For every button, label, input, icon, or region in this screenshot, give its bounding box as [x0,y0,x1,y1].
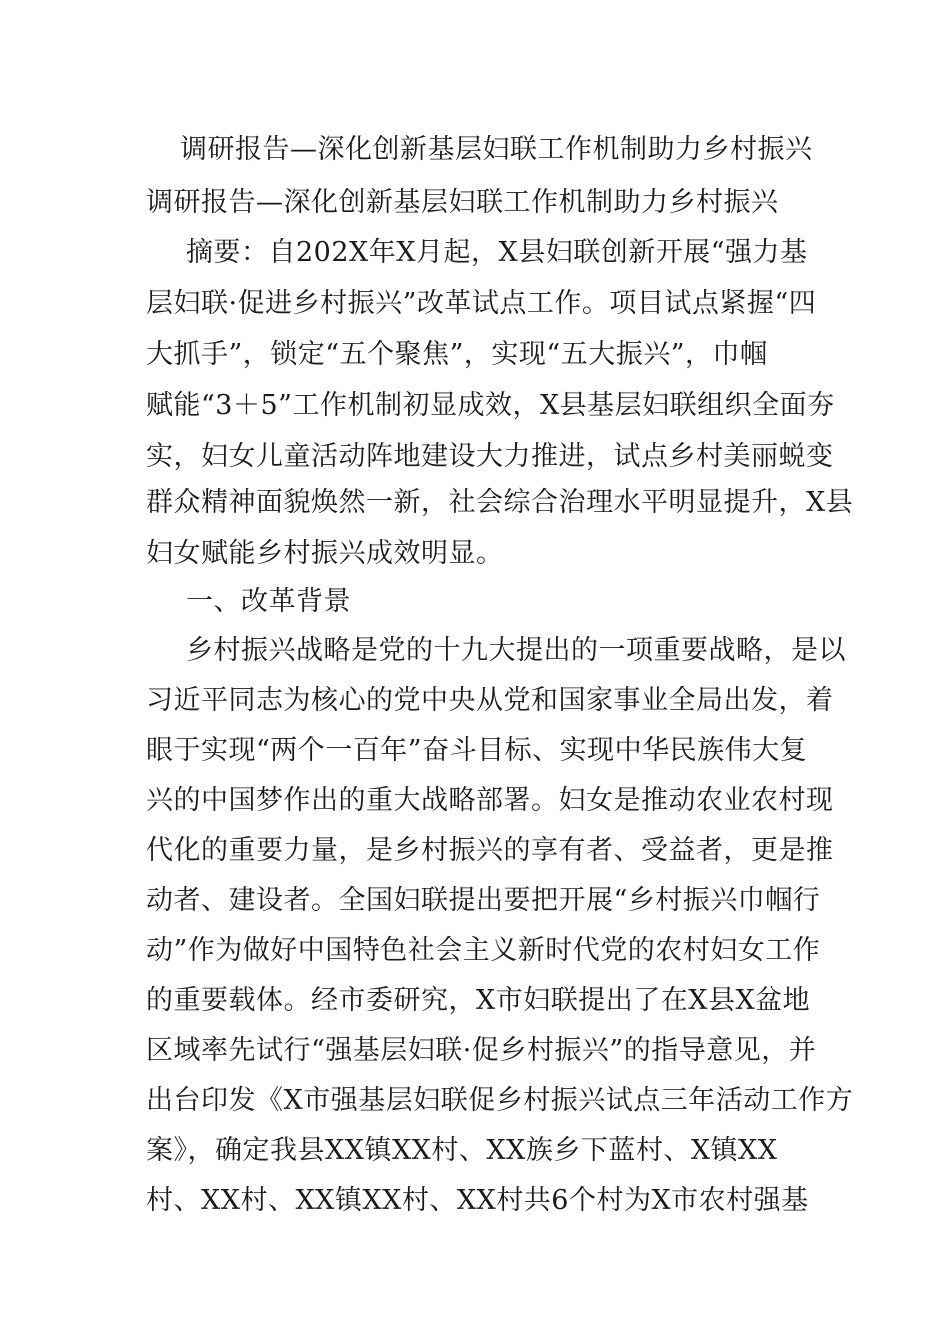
body-line: 眼于实现“两个一百年”奋斗目标、实现中华民族伟大复 [146,735,808,766]
document-title: 调研报告—深化创新基层妇联工作机制助力乡村振兴 [180,134,813,165]
section-heading: 一、改革背景 [186,586,351,617]
abstract-line: 实，妇女儿童活动阵地建设大力推进，试点乡村美丽蜕变 [146,441,834,472]
abstract-line: 赋能“3＋5”工作机制初显成效，X县基层妇联组织全面夯 [146,390,835,421]
body-line: 村、XX村、XX镇XX村、XX村共6个村为X市农村强基 [146,1185,809,1216]
body-line: 代化的重要力量，是乡村振兴的享有者、受益者，更是推 [146,835,834,866]
abstract-line: 摘要：自202X年X月起，X县妇联创新开展“强力基 [186,237,808,268]
body-line: 区域率先试行“强基层妇联·促乡村振兴”的指导意见，并 [146,1035,817,1066]
body-line: 的重要载体。经市委研究，X市妇联提出了在X县X盆地 [146,985,811,1016]
body-line: 动者、建设者。全国妇联提出要把开展“乡村振兴巾帼行 [146,885,821,916]
body-line: 兴的中国梦作出的重大战略部署。妇女是推动农业农村现 [146,785,834,816]
body-line: 案》，确定我县XX镇XX村、XX族乡下蓝村、X镇XX [146,1135,778,1166]
body-line: 动”作为做好中国特色社会主义新时代党的农村妇女工作 [146,935,821,966]
abstract-line: 妇女赋能乡村振兴成效明显。 [146,538,504,569]
abstract-line: 层妇联·促进乡村振兴”改革试点工作。项目试点紧握“四 [146,288,817,319]
body-line: 乡村振兴战略是党的十九大提出的一项重要战略，是以 [186,635,846,666]
document-subtitle: 调研报告—深化创新基层妇联工作机制助力乡村振兴 [146,187,779,218]
abstract-line: 大抓手”，锁定“五个聚焦”，实现“五大振兴”，巾帼 [146,339,768,370]
abstract-line: 群众精神面貌焕然一新，社会综合治理水平明显提升，X县 [146,487,854,518]
body-line: 习近平同志为核心的党中央从党和国家事业全局出发，着 [146,685,834,716]
body-line: 出台印发《X市强基层妇联促乡村振兴试点三年活动工作方 [146,1085,854,1116]
